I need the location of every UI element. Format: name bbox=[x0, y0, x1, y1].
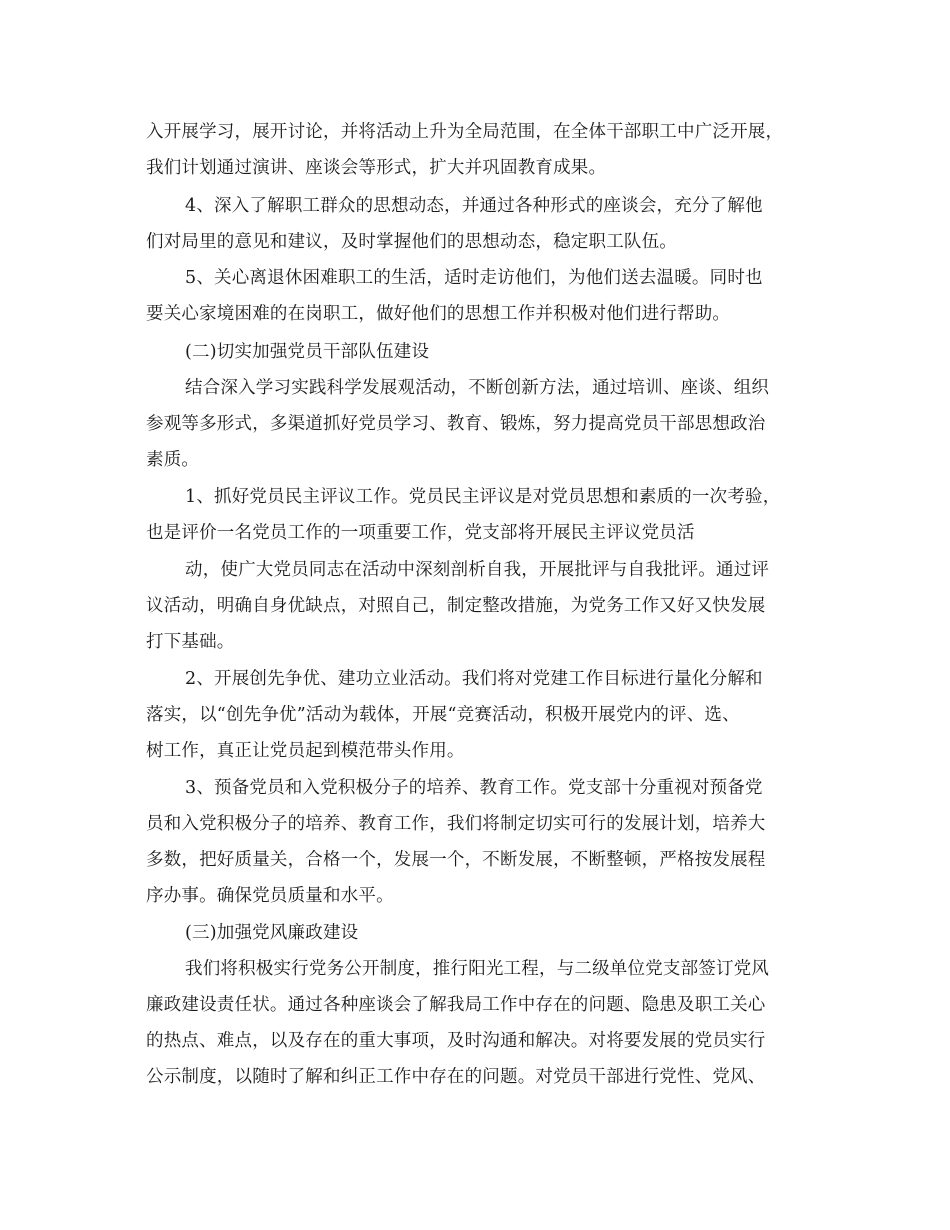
text-line: 要关心家境困难的在岗职工，做好他们的思想工作并积极对他们进行帮助。 bbox=[146, 304, 731, 324]
text-line: 动，使广大党员同志在活动中深刻剖析自我，开展批评与自我批评。通过评 bbox=[185, 560, 770, 580]
paragraph-item-5: 5、关心离退休困难职工的生活，适时走访他们，为他们送去温暖。同时也 bbox=[185, 268, 763, 288]
text-line: 素质。 bbox=[146, 450, 200, 470]
paragraph-start: 我们将积极实行党务公开制度，推行阳光工程，与二级单位党支部签订党风 bbox=[185, 959, 770, 979]
text-line: 廉政建设责任状。通过各种座谈会了解我局工作中存在的问题、隐患及职工关心 bbox=[146, 995, 766, 1015]
text-line: 序办事。确保党员质量和水平。 bbox=[146, 886, 394, 906]
text-line: 打下基础。 bbox=[146, 632, 235, 652]
text-line: 们对局里的意见和建议，及时掌握他们的思想动态，稳定职工队伍。 bbox=[146, 232, 677, 252]
section-heading-3: (三)加强党风廉政建设 bbox=[185, 923, 359, 943]
text-line: 也是评价一名党员工作的一项重要工作，党支部将开展民主评议党员活 bbox=[146, 523, 695, 543]
paragraph-start: 结合深入学习实践科学发展观活动，不断创新方法，通过培训、座谈、组织 bbox=[185, 378, 770, 398]
text-line: 入开展学习，展开讨论，并将活动上升为全局范围，在全体干部职工中广泛开展， bbox=[146, 122, 784, 142]
text-line: 我们计划通过演讲、座谈会等形式，扩大并巩固教育成果。 bbox=[146, 158, 607, 178]
section-heading-2: (二)切实加强党员干部队伍建设 bbox=[185, 342, 430, 362]
text-line: 员和入党积极分子的培养、教育工作，我们将制定切实可行的发展计划，培养大 bbox=[146, 814, 766, 834]
text-line: 的热点、难点，以及存在的重大事项，及时沟通和解决。对将要发展的党员实行 bbox=[146, 1031, 766, 1051]
paragraph-item-1: 1、抓好党员民主评议工作。党员民主评议是对党员思想和素质的一次考验， bbox=[185, 487, 781, 507]
text-line: 公示制度，以随时了解和纠正工作中存在的问题。对党员干部进行党性、党风、 bbox=[146, 1067, 766, 1087]
text-line: 议活动，明确自身优缺点，对照自己，制定整改措施，为党务工作又好又快发展 bbox=[146, 596, 766, 616]
text-line: 参观等多形式，多渠道抓好党员学习、教育、锻炼，努力提高党员干部思想政治 bbox=[146, 414, 766, 434]
paragraph-item-2: 2、开展创先争优、建功立业活动。我们将对党建工作目标进行量化分解和 bbox=[185, 669, 763, 689]
paragraph-item-3: 3、预备党员和入党积极分子的培养、教育工作。党支部十分重视对预备党 bbox=[185, 778, 763, 798]
paragraph-item-4: 4、深入了解职工群众的思想动态，并通过各种形式的座谈会，充分了解他 bbox=[185, 196, 763, 216]
text-line: 多数，把好质量关，合格一个，发展一个，不断发展，不断整顿，严格按发展程 bbox=[146, 850, 766, 870]
text-line: 落实，以“创先争优”活动为载体，开展“竞赛活动，积极开展党内的评、选、 bbox=[146, 705, 740, 725]
text-line: 树工作，真正让党员起到模范带头作用。 bbox=[146, 741, 465, 761]
